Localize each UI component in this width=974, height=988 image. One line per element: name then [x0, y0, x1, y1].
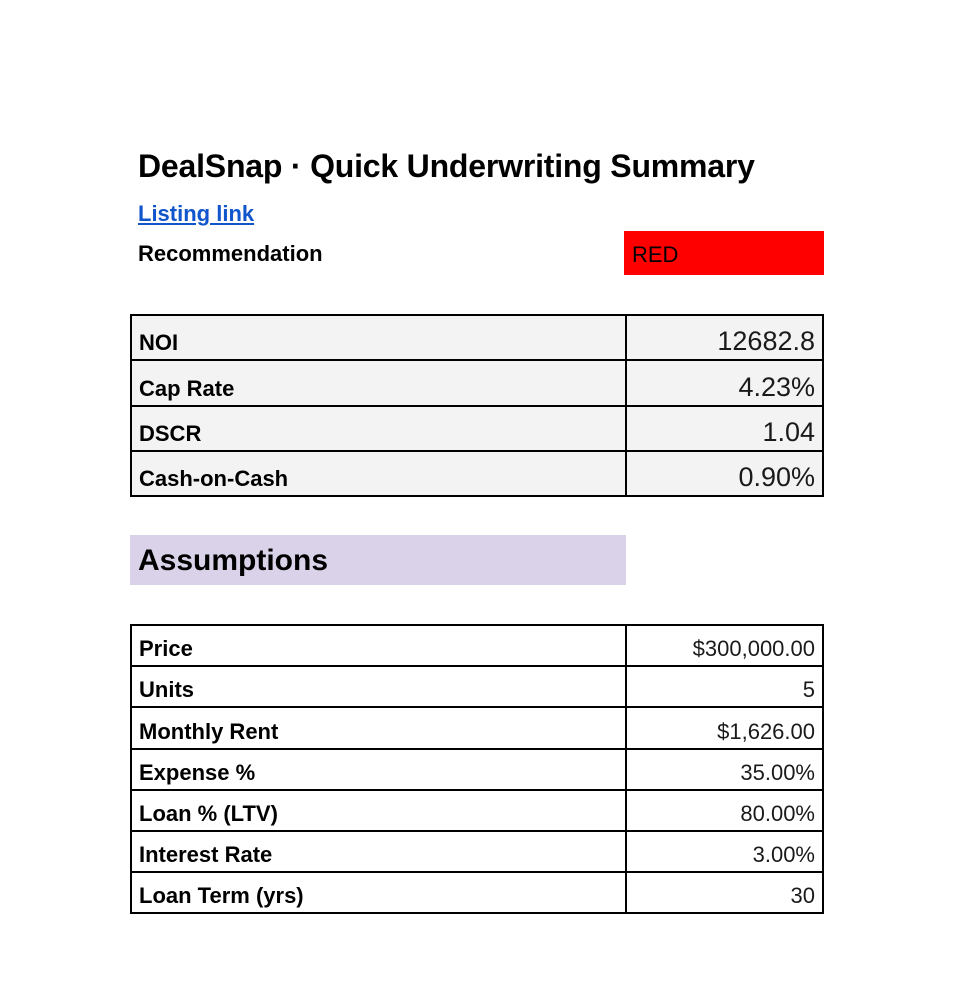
kpi-value[interactable]: 4.23% [626, 360, 823, 405]
assumption-row-monthly-rent [131, 707, 823, 748]
assumption-label[interactable]: Price [131, 625, 626, 666]
kpi-label[interactable]: Cash-on-Cash [131, 451, 626, 496]
kpi-row-dscr [131, 406, 823, 451]
kpi-label[interactable]: DSCR [131, 406, 626, 451]
assumption-row-interest-rate [131, 831, 823, 872]
assumption-value[interactable]: $1,626.00 [626, 707, 823, 748]
assumption-row-expense-pct [131, 749, 823, 790]
kpi-value[interactable]: 12682.8 [626, 315, 823, 360]
assumption-value[interactable]: $300,000.00 [626, 625, 823, 666]
page-title: DealSnap · Quick Underwriting Summary [138, 148, 755, 184]
kpi-label[interactable]: NOI [131, 315, 626, 360]
assumptions-table [130, 624, 824, 914]
assumption-value[interactable]: 30 [626, 872, 823, 913]
recommendation-label: Recommendation [138, 241, 323, 266]
assumption-value[interactable]: 35.00% [626, 749, 823, 790]
assumption-row-price [131, 625, 823, 666]
listing-link[interactable]: Listing link [138, 201, 255, 226]
kpi-label[interactable]: Cap Rate [131, 360, 626, 405]
kpi-row-noi [131, 315, 823, 360]
assumption-label[interactable]: Loan % (LTV) [131, 790, 626, 831]
kpi-row-cap-rate [131, 360, 823, 405]
kpi-value[interactable]: 0.90% [626, 451, 823, 496]
assumption-label[interactable]: Monthly Rent [131, 707, 626, 748]
assumption-row-units [131, 666, 823, 707]
assumptions-heading: Assumptions [130, 535, 626, 585]
assumption-label[interactable]: Interest Rate [131, 831, 626, 872]
recommendation-badge: RED [624, 231, 824, 275]
assumption-label[interactable]: Loan Term (yrs) [131, 872, 626, 913]
assumption-label[interactable]: Units [131, 666, 626, 707]
kpi-table [130, 314, 824, 497]
assumption-value[interactable]: 5 [626, 666, 823, 707]
assumption-value[interactable]: 3.00% [626, 831, 823, 872]
assumption-value[interactable]: 80.00% [626, 790, 823, 831]
assumption-label[interactable]: Expense % [131, 749, 626, 790]
assumption-row-loan-term [131, 872, 823, 913]
kpi-value[interactable]: 1.04 [626, 406, 823, 451]
assumption-row-loan-ltv [131, 790, 823, 831]
kpi-row-cash-on-cash [131, 451, 823, 496]
